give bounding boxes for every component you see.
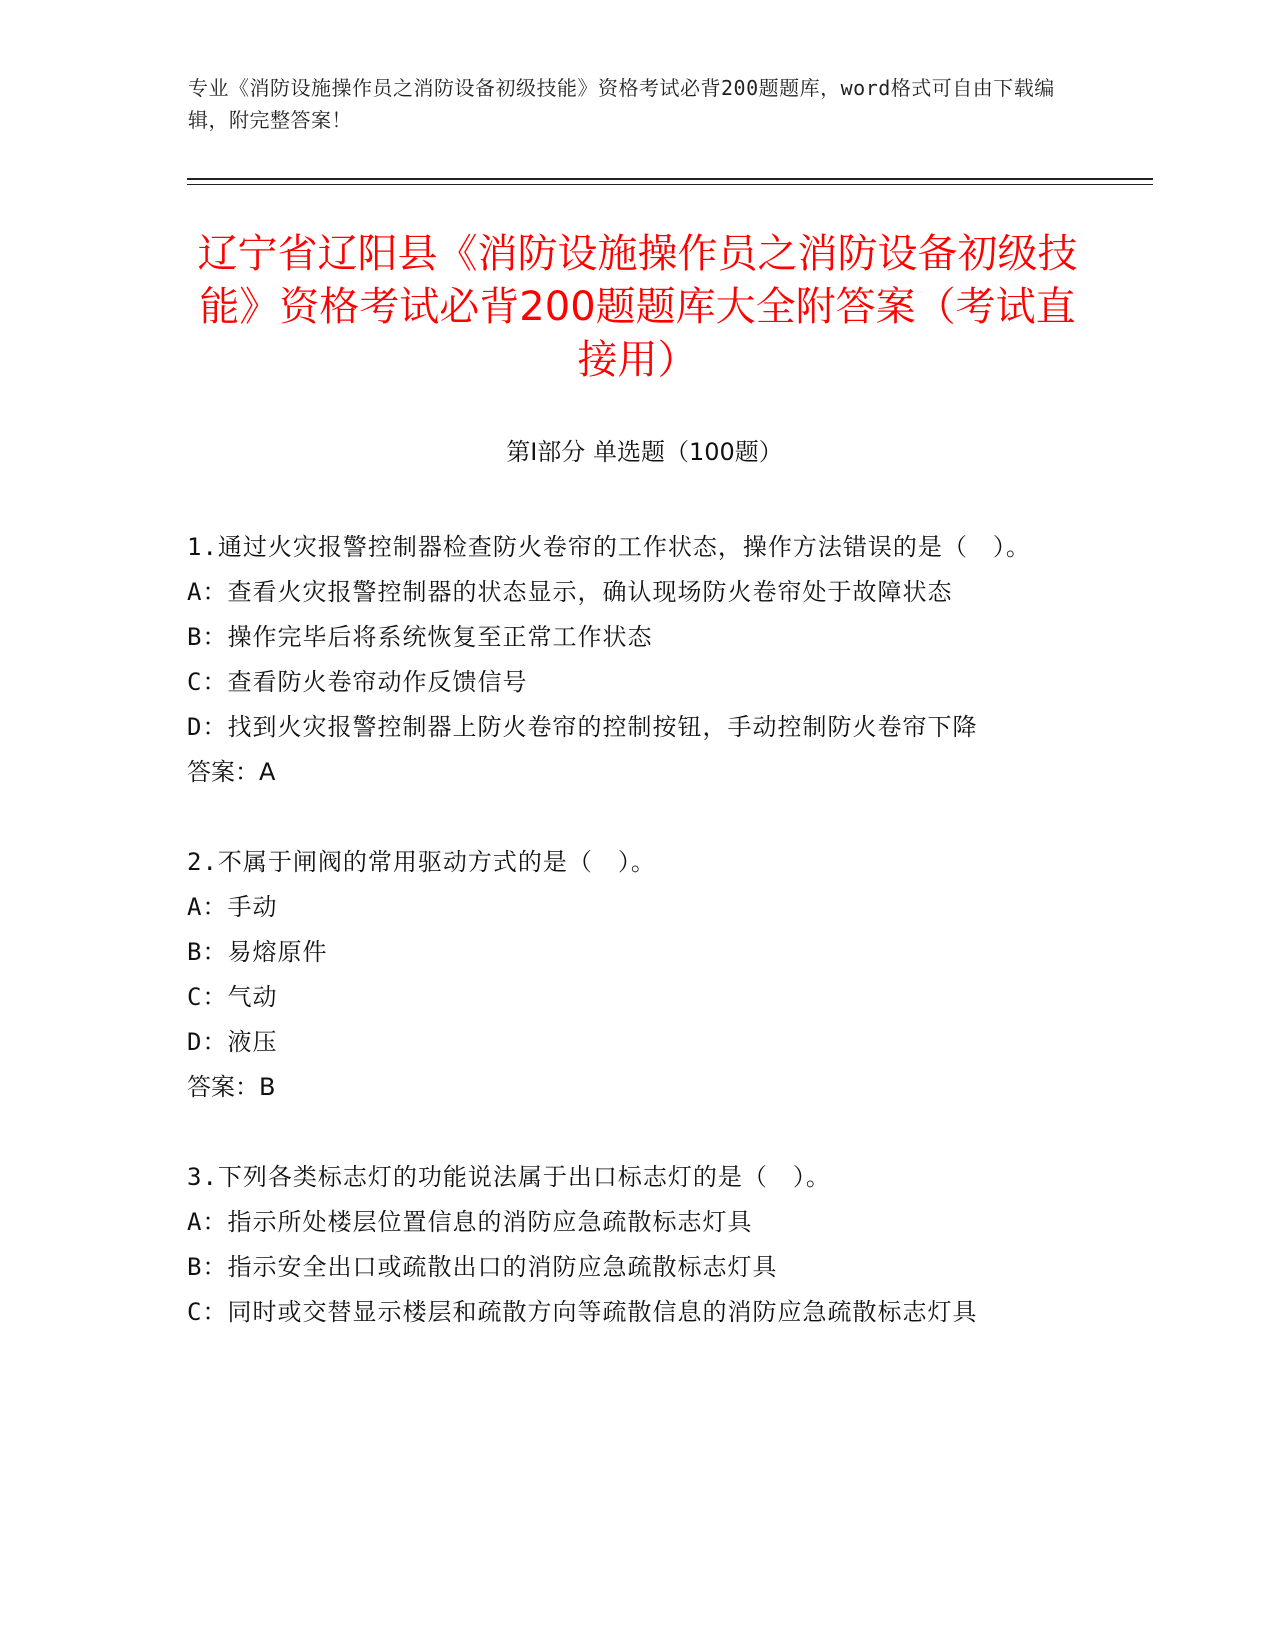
document-title: 辽宁省辽阳县《消防设施操作员之消防设备初级技能》资格考试必背200题题库大全附答案（考试直接用） [197,231,1078,383]
option-d: D：找到火灾报警控制器上防火卷帘的控制按钮，手动控制防火卷帘下降 [187,713,978,741]
option-b: B：指示安全出口或疏散出口的消防应急疏散标志灯具 [187,1253,778,1281]
answer: 答案：B [187,1073,276,1101]
option-b: B：操作完毕后将系统恢复至正常工作状态 [187,623,653,651]
header-divider-thin [187,184,1153,185]
option-a: A：指示所处楼层位置信息的消防应急疏散标志灯具 [187,1208,753,1236]
header-divider-thick [187,178,1153,180]
question-3 [187,1155,1072,1335]
question-list [187,525,1072,1335]
question-spacer [187,795,1072,840]
question-stem: 3.下列各类标志灯的功能说法属于出口标志灯的是（ ）。 [187,1163,831,1191]
question-spacer [187,1110,1072,1155]
header-note: 专业《消防设施操作员之消防设备初级技能》资格考试必背200题题库，word格式可自由下载编辑，附完整答案！ [188,76,1055,132]
option-c: C：气动 [187,983,278,1011]
question-2 [187,840,1072,1110]
question-1 [187,525,1072,795]
option-c: C：查看防火卷帘动作反馈信号 [187,668,528,696]
option-b: B：易熔原件 [187,938,328,966]
question-stem: 1.通过火灾报警控制器检查防火卷帘的工作状态，操作方法错误的是（ ）。 [187,533,1031,561]
option-c: C：同时或交替显示楼层和疏散方向等疏散信息的消防应急疏散标志灯具 [187,1298,978,1326]
option-a: A：手动 [187,893,278,921]
section-title: 第Ⅰ部分 单选题（100题） [506,438,783,466]
answer: 答案：A [187,758,276,786]
question-stem: 2.不属于闸阀的常用驱动方式的是（ ）。 [187,848,656,876]
option-d: D：液压 [187,1028,278,1056]
option-a: A：查看火灾报警控制器的状态显示，确认现场防火卷帘处于故障状态 [187,578,953,606]
